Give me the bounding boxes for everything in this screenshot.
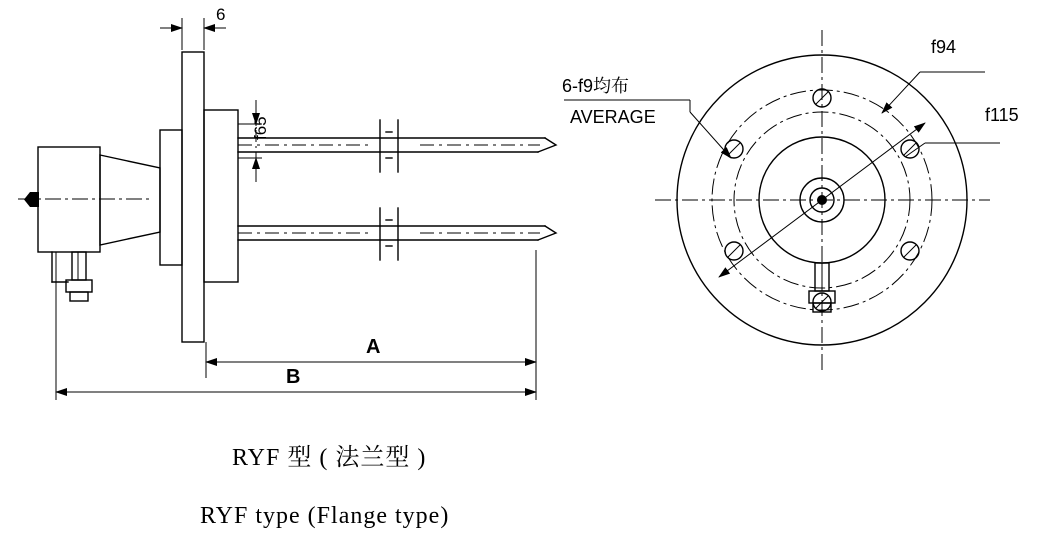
heating-elements	[238, 120, 556, 260]
dimension-f65	[238, 100, 262, 182]
dimension-label-a: A	[366, 336, 381, 358]
note-holes-cn: 6-f9均布	[562, 76, 630, 96]
flange-plate	[160, 52, 238, 342]
dimension-label-f65: f65	[251, 116, 270, 140]
figure-title-cn: RYF 型 ( 法兰型 )	[232, 445, 427, 471]
dimension-label-b: B	[286, 366, 301, 388]
ground-stud	[66, 252, 92, 301]
label-f94: f94	[931, 37, 957, 57]
dimension-label-thickness: 6	[216, 5, 226, 24]
figure-title-en: RYF type (Flange type)	[200, 503, 450, 529]
note-holes-en: AVERAGE	[570, 107, 656, 127]
label-f115: f115	[985, 105, 1019, 125]
dimension-A	[206, 250, 536, 378]
